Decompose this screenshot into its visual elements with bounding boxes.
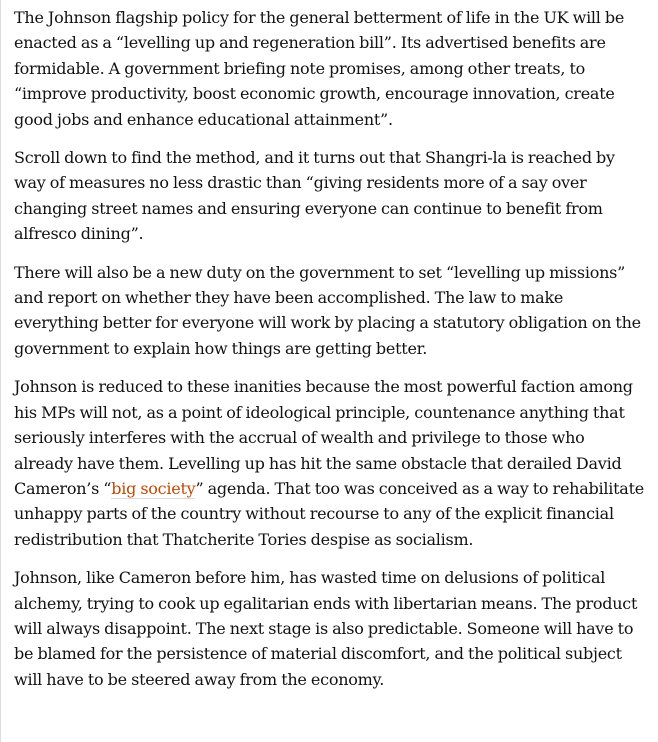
article-paragraph-3: There will also be a new duty on the government to set “levelling up missions” and report on whether they have been accomplished. The law to make everything better for everyone will work by placing a statutory obligation on the government to explain how things are getting better. — [14, 262, 641, 358]
article-paragraph-1: The Johnson flagship policy for the general betterment of life in the UK will be enacted as a “levelling up and regeneration bill”. Its advertised benefits are formidable. A government briefing note promises, among other treats, to “improve productivity, boost economic growth, encourage innovation, create good jobs and enhance educational attainment”. — [14, 8, 625, 129]
paragraph-4-text-after-link: ” agenda. That too was conceived as a way to rehabilitate unhappy parts of the country without recourse to any of the explicit financial redistribution that Thatcherite Tories despise as socialism. — [14, 478, 644, 549]
article-paragraph-2: Scroll down to find the method, and it turns out that Shangri-la is reached by way of measures no less drastic than “giving residents more of a say over changing street names and ensuring everyone can continue to benefit from alfresco dining”. — [14, 148, 615, 244]
paragraph-4-text-before-link: Johnson is reduced to these inanities because the most powerful faction among his MPs will not, as a point of ideological principle, countenance anything that seriously interferes with the accrual of wealth and privilege to those who already have them. Levelling up has hit the same obstacle that derailed David Cameron’s “ — [14, 377, 633, 498]
big-society-link[interactable]: big society — [111, 478, 196, 498]
article-paragraph-5: Johnson, like Cameron before him, has wasted time on delusions of political alchemy, trying to cook up egalitarian ends with libertarian means. The product will always disappoint. The next stage is also predictable. Someone will have to be blamed for the persistence of material discomfort, and the political subject will have to be steered away from the economy. — [14, 568, 638, 689]
article-paragraph-4 — [14, 374, 646, 552]
